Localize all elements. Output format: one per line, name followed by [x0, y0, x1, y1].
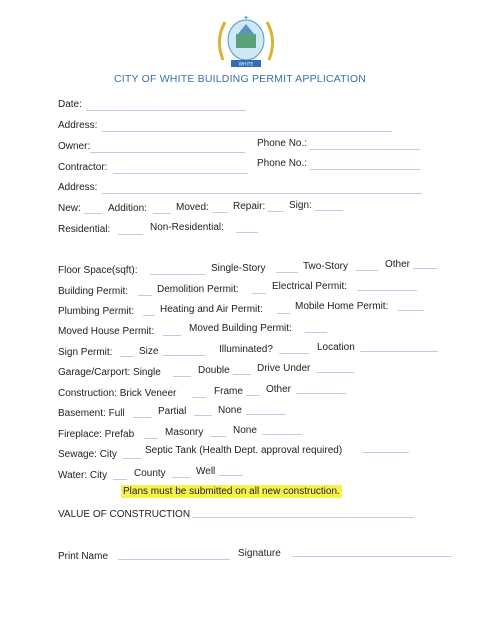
construction-brick-line[interactable]	[192, 397, 206, 398]
phone-line[interactable]	[310, 149, 420, 150]
sewage-city-line[interactable]	[123, 458, 141, 459]
moved-building-permit-label: Moved Building Permit:	[189, 323, 292, 334]
repair-line[interactable]	[268, 211, 284, 212]
heat-air-permit-label: Heating and Air Permit:	[160, 304, 263, 315]
water-county-line[interactable]	[172, 477, 190, 478]
non-residential-label: Non-Residential:	[150, 222, 224, 233]
non-residential-line[interactable]	[236, 232, 258, 233]
repair-label: Repair:	[233, 201, 266, 212]
owner-line[interactable]	[90, 152, 245, 153]
electrical-permit-label: Electrical Permit:	[272, 281, 348, 292]
phone-label: Phone No.:	[257, 138, 308, 149]
construction-brick-label: Construction: Brick Veneer	[58, 388, 177, 399]
notice-wrapper	[121, 486, 342, 497]
garage-double-line[interactable]	[233, 374, 251, 375]
fireplace-none-label: None	[233, 425, 257, 436]
plans-notice: Plans must be submitted on all new construction.	[123, 486, 340, 497]
garage-double-label: Double	[198, 365, 230, 376]
location-label: Location	[317, 342, 355, 353]
contractor-address-line[interactable]	[102, 193, 422, 194]
date-line[interactable]	[86, 110, 246, 111]
sign-label: Sign:	[289, 200, 312, 211]
basement-none-line[interactable]	[246, 414, 286, 415]
water-well-label: Well	[196, 466, 216, 477]
size-label: Size	[139, 346, 159, 357]
laurel-right	[267, 22, 273, 60]
moved-label: Moved:	[176, 202, 209, 213]
water-county-label: County	[134, 468, 166, 479]
moved-house-permit-label: Moved House Permit:	[58, 326, 155, 337]
print-name-label: Print Name	[58, 551, 109, 562]
basement-none-label: None	[218, 405, 242, 416]
new-label: New:	[58, 203, 81, 214]
moved-line[interactable]	[212, 212, 228, 213]
value-of-construction-line[interactable]	[192, 517, 414, 518]
construction-other-line[interactable]	[296, 393, 346, 394]
frame-label: Frame	[214, 386, 243, 397]
drive-under-label: Drive Under	[257, 363, 311, 374]
single-story-line[interactable]	[276, 272, 298, 273]
sign-line[interactable]	[315, 210, 343, 211]
fireplace-masonry-label: Masonry	[165, 427, 204, 438]
illuminated-label: Illuminated?	[219, 344, 273, 355]
two-story-label: Two-Story	[303, 261, 349, 272]
residential-line[interactable]	[118, 234, 143, 235]
value-of-construction-label: VALUE OF CONSTRUCTION	[58, 509, 191, 520]
septic-tank-line[interactable]	[363, 452, 409, 453]
garage-single-line[interactable]	[173, 376, 191, 377]
other-label: Other	[385, 259, 411, 270]
demolition-permit-label: Demolition Permit:	[157, 284, 239, 295]
location-line[interactable]	[360, 351, 438, 352]
sign-permit-line[interactable]	[120, 356, 134, 357]
fireplace-prefab-line[interactable]	[144, 438, 158, 439]
address-line[interactable]	[102, 131, 392, 132]
water-well-line[interactable]	[219, 475, 243, 476]
svg-text:WHITE: WHITE	[238, 62, 254, 68]
print-name-line[interactable]	[118, 559, 230, 560]
moved-building-permit-line[interactable]	[305, 332, 327, 333]
mobile-home-permit-label: Mobile Home Permit:	[295, 301, 389, 312]
basement-full-line[interactable]	[133, 417, 151, 418]
laurel-left	[219, 22, 225, 60]
demolition-permit-line[interactable]	[252, 293, 266, 294]
other-line[interactable]	[413, 268, 437, 269]
construction-other-label: Other	[266, 384, 292, 395]
city-seal-logo	[211, 10, 281, 72]
fireplace-prefab-label: Fireplace: Prefab	[58, 429, 135, 440]
garage-single-label: Garage/Carport: Single	[58, 367, 161, 378]
contractor-phone-label: Phone No.:	[257, 158, 308, 169]
addition-label: Addition:	[108, 203, 147, 214]
contractor-address-label: Address:	[58, 182, 98, 193]
svg-text:✦: ✦	[243, 14, 249, 22]
new-line[interactable]	[84, 213, 102, 214]
fireplace-none-line[interactable]	[262, 434, 302, 435]
contractor-phone-line[interactable]	[310, 169, 420, 170]
two-story-line[interactable]	[356, 270, 378, 271]
plumbing-permit-line[interactable]	[143, 315, 155, 316]
fireplace-masonry-line[interactable]	[210, 436, 226, 437]
septic-tank-label: Septic Tank (Health Dept. approval required)	[145, 445, 343, 456]
frame-line[interactable]	[246, 395, 260, 396]
water-city-label: Water: City	[58, 470, 108, 481]
size-line[interactable]	[163, 355, 205, 356]
sewage-city-label: Sewage: City	[58, 449, 117, 460]
owner-label: Owner:	[58, 141, 91, 152]
sign-permit-label: Sign Permit:	[58, 347, 113, 358]
mobile-home-permit-line[interactable]	[398, 310, 424, 311]
illuminated-line[interactable]	[279, 353, 309, 354]
building-permit-label: Building Permit:	[58, 286, 129, 297]
basement-partial-label: Partial	[158, 406, 187, 417]
moved-house-permit-line[interactable]	[163, 335, 181, 336]
plumbing-permit-label: Plumbing Permit:	[58, 306, 135, 317]
drive-under-line[interactable]	[316, 372, 354, 373]
water-city-line[interactable]	[113, 479, 127, 480]
basement-partial-line[interactable]	[194, 415, 212, 416]
signature-label: Signature	[238, 548, 281, 559]
residential-label: Residential:	[58, 224, 111, 235]
heat-air-permit-line[interactable]	[277, 313, 290, 314]
contractor-label: Contractor:	[58, 162, 108, 173]
basement-full-label: Basement: Full	[58, 408, 125, 419]
date-label: Date:	[58, 99, 82, 110]
addition-line[interactable]	[153, 213, 171, 214]
contractor-line[interactable]	[113, 173, 248, 174]
building-permit-line[interactable]	[138, 295, 152, 296]
floor-space-label: Floor Space(sqft):	[58, 265, 138, 276]
electrical-permit-line[interactable]	[357, 290, 417, 291]
single-story-label: Single-Story	[211, 263, 266, 274]
address-label: Address:	[58, 120, 98, 131]
floor-space-line[interactable]	[150, 274, 205, 275]
signature-line[interactable]	[292, 556, 452, 557]
page-title: CITY OF WHITE BUILDING PERMIT APPLICATION	[113, 73, 367, 85]
